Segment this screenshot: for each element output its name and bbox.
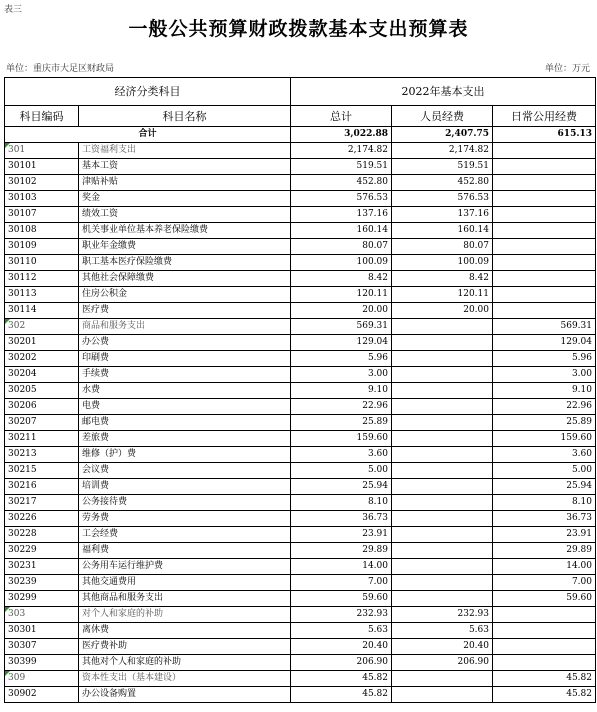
row-name: 其他交通费用	[79, 575, 291, 591]
table-row	[5, 511, 596, 527]
row-personnel	[392, 575, 493, 591]
total-row	[5, 127, 596, 143]
category-row	[5, 143, 596, 159]
row-personnel	[392, 319, 493, 335]
row-name: 培训费	[79, 479, 291, 495]
row-total: 519.51	[291, 159, 392, 175]
row-code: 30299	[5, 591, 79, 607]
row-total: 23.91	[291, 527, 392, 543]
row-name: 职业年金缴费	[79, 239, 291, 255]
row-public	[493, 255, 596, 271]
row-code: 30113	[5, 287, 79, 303]
row-code: 30109	[5, 239, 79, 255]
column-header-public: 日常公用经费	[493, 106, 596, 127]
row-personnel: 137.16	[392, 207, 493, 223]
row-personnel: 576.53	[392, 191, 493, 207]
row-public: 14.00	[493, 559, 596, 575]
row-public: 29.89	[493, 543, 596, 559]
row-name: 会议费	[79, 463, 291, 479]
row-code-text: 301	[8, 145, 26, 155]
row-name: 住房公积金	[79, 287, 291, 303]
table-row	[5, 415, 596, 431]
row-code: 30101	[5, 159, 79, 175]
row-name: 离休费	[79, 623, 291, 639]
row-personnel	[392, 687, 493, 703]
row-name: 资本性支出（基本建设）	[79, 671, 291, 687]
sheet-label: 表三	[4, 5, 23, 15]
cell-marker-icon	[5, 319, 10, 324]
row-code: 30211	[5, 431, 79, 447]
row-name: 奖金	[79, 191, 291, 207]
row-code: 30217	[5, 495, 79, 511]
row-total: 25.94	[291, 479, 392, 495]
row-name: 绩效工资	[79, 207, 291, 223]
row-total: 59.60	[291, 591, 392, 607]
row-personnel: 232.93	[392, 607, 493, 623]
row-name: 职工基本医疗保险缴费	[79, 255, 291, 271]
row-public	[493, 207, 596, 223]
row-name: 津贴补贴	[79, 175, 291, 191]
table-row	[5, 687, 596, 703]
row-public: 59.60	[493, 591, 596, 607]
row-total: 137.16	[291, 207, 392, 223]
row-public	[493, 271, 596, 287]
row-personnel	[392, 479, 493, 495]
row-name: 医疗费	[79, 303, 291, 319]
row-personnel	[392, 447, 493, 463]
row-personnel: 206.90	[392, 655, 493, 671]
table-row	[5, 351, 596, 367]
table-row	[5, 399, 596, 415]
row-code: 30202	[5, 351, 79, 367]
row-total: 45.82	[291, 687, 392, 703]
row-name: 印刷费	[79, 351, 291, 367]
row-code: 30231	[5, 559, 79, 575]
cell-marker-icon	[5, 143, 10, 148]
table-row	[5, 287, 596, 303]
row-code: 30213	[5, 447, 79, 463]
currency-unit-label: 单位：万元	[544, 64, 590, 74]
row-total: 80.07	[291, 239, 392, 255]
row-public	[493, 607, 596, 623]
row-personnel	[392, 671, 493, 687]
row-personnel	[392, 415, 493, 431]
row-total: 8.42	[291, 271, 392, 287]
row-code: 30239	[5, 575, 79, 591]
row-total: 569.31	[291, 319, 392, 335]
row-public	[493, 223, 596, 239]
row-total: 100.09	[291, 255, 392, 271]
row-total: 22.96	[291, 399, 392, 415]
row-code	[5, 319, 79, 335]
row-personnel	[392, 543, 493, 559]
row-personnel	[392, 431, 493, 447]
row-personnel	[392, 511, 493, 527]
total-public: 615.13	[493, 127, 596, 143]
category-row	[5, 671, 596, 687]
table-row	[5, 639, 596, 655]
row-public: 5.00	[493, 463, 596, 479]
unit-label: 单位：重庆市大足区财政局	[6, 64, 115, 74]
row-name: 维修（护）费	[79, 447, 291, 463]
cell-marker-icon	[5, 607, 10, 612]
row-total: 2,174.82	[291, 143, 392, 159]
row-public: 7.00	[493, 575, 596, 591]
row-personnel: 100.09	[392, 255, 493, 271]
row-total: 160.14	[291, 223, 392, 239]
row-public: 22.96	[493, 399, 596, 415]
row-name: 邮电费	[79, 415, 291, 431]
row-name: 办公设备购置	[79, 687, 291, 703]
table-row	[5, 591, 596, 607]
row-code-text: 303	[8, 609, 26, 619]
row-personnel	[392, 335, 493, 351]
row-code: 30110	[5, 255, 79, 271]
row-public	[493, 191, 596, 207]
row-personnel: 120.11	[392, 287, 493, 303]
row-public	[493, 143, 596, 159]
row-total: 3.60	[291, 447, 392, 463]
row-public: 23.91	[493, 527, 596, 543]
row-public	[493, 623, 596, 639]
row-name: 其他商品和服务支出	[79, 591, 291, 607]
row-total: 20.40	[291, 639, 392, 655]
table-row	[5, 175, 596, 191]
cell-marker-icon	[5, 671, 10, 676]
row-total: 5.63	[291, 623, 392, 639]
row-personnel: 8.42	[392, 271, 493, 287]
table-row	[5, 383, 596, 399]
row-code: 30206	[5, 399, 79, 415]
row-personnel	[392, 399, 493, 415]
table-row	[5, 159, 596, 175]
row-code: 30103	[5, 191, 79, 207]
row-name: 商品和服务支出	[79, 319, 291, 335]
row-public: 129.04	[493, 335, 596, 351]
row-public	[493, 175, 596, 191]
column-header-personnel: 人员经费	[392, 106, 493, 127]
row-name: 水费	[79, 383, 291, 399]
row-personnel: 20.00	[392, 303, 493, 319]
row-total: 8.10	[291, 495, 392, 511]
row-personnel: 519.51	[392, 159, 493, 175]
row-public: 36.73	[493, 511, 596, 527]
row-code: 30301	[5, 623, 79, 639]
header-row-group	[5, 78, 596, 106]
row-personnel	[392, 527, 493, 543]
row-name: 机关事业单位基本养老保险缴费	[79, 223, 291, 239]
row-personnel	[392, 351, 493, 367]
row-total: 7.00	[291, 575, 392, 591]
row-public	[493, 239, 596, 255]
row-total: 232.93	[291, 607, 392, 623]
row-public: 9.10	[493, 383, 596, 399]
table-row	[5, 303, 596, 319]
row-code: 30229	[5, 543, 79, 559]
table-row	[5, 543, 596, 559]
table-row	[5, 223, 596, 239]
row-personnel: 2,174.82	[392, 143, 493, 159]
table-row	[5, 447, 596, 463]
table-row	[5, 207, 596, 223]
row-total: 14.00	[291, 559, 392, 575]
table-row	[5, 479, 596, 495]
row-personnel: 452.80	[392, 175, 493, 191]
table-row	[5, 271, 596, 287]
total-personnel: 2,407.75	[392, 127, 493, 143]
row-code: 30215	[5, 463, 79, 479]
row-public	[493, 639, 596, 655]
row-total: 5.96	[291, 351, 392, 367]
row-public	[493, 287, 596, 303]
row-total: 36.73	[291, 511, 392, 527]
row-personnel	[392, 495, 493, 511]
category-row	[5, 607, 596, 623]
row-public	[493, 655, 596, 671]
row-code: 30228	[5, 527, 79, 543]
row-code: 30114	[5, 303, 79, 319]
row-personnel	[392, 367, 493, 383]
row-name: 福利费	[79, 543, 291, 559]
row-code: 30216	[5, 479, 79, 495]
table-row	[5, 255, 596, 271]
economic-category-header: 经济分类科目	[5, 78, 291, 106]
row-public: 45.82	[493, 687, 596, 703]
row-public: 3.00	[493, 367, 596, 383]
table-row	[5, 191, 596, 207]
row-personnel	[392, 559, 493, 575]
row-total: 45.82	[291, 671, 392, 687]
row-total: 120.11	[291, 287, 392, 303]
table-row	[5, 527, 596, 543]
column-header-name: 科目名称	[79, 106, 291, 127]
row-personnel: 5.63	[392, 623, 493, 639]
row-code	[5, 671, 79, 687]
row-name: 对个人和家庭的补助	[79, 607, 291, 623]
table-row	[5, 367, 596, 383]
row-public: 8.10	[493, 495, 596, 511]
row-total: 129.04	[291, 335, 392, 351]
row-code: 30108	[5, 223, 79, 239]
table-row	[5, 463, 596, 479]
table-row	[5, 335, 596, 351]
row-code: 30226	[5, 511, 79, 527]
row-personnel: 20.40	[392, 639, 493, 655]
total-amount: 3,022.88	[291, 127, 392, 143]
row-total: 3.00	[291, 367, 392, 383]
row-code	[5, 143, 79, 159]
row-name: 工资福利支出	[79, 143, 291, 159]
total-label: 合计	[5, 127, 291, 143]
row-total: 5.00	[291, 463, 392, 479]
row-code: 30107	[5, 207, 79, 223]
row-name: 基本工资	[79, 159, 291, 175]
row-code: 30399	[5, 655, 79, 671]
row-public: 25.94	[493, 479, 596, 495]
row-code: 30201	[5, 335, 79, 351]
row-code-text: 302	[8, 321, 26, 331]
row-public: 3.60	[493, 447, 596, 463]
row-total: 576.53	[291, 191, 392, 207]
row-name: 医疗费补助	[79, 639, 291, 655]
row-name: 手续费	[79, 367, 291, 383]
table-row	[5, 239, 596, 255]
row-public: 5.96	[493, 351, 596, 367]
row-personnel	[392, 383, 493, 399]
row-total: 20.00	[291, 303, 392, 319]
row-code	[5, 607, 79, 623]
table-row	[5, 655, 596, 671]
row-public: 45.82	[493, 671, 596, 687]
row-personnel	[392, 463, 493, 479]
row-personnel	[392, 591, 493, 607]
row-name: 差旅费	[79, 431, 291, 447]
row-personnel: 80.07	[392, 239, 493, 255]
row-code: 30204	[5, 367, 79, 383]
row-code-text: 309	[8, 673, 26, 683]
budget-table	[4, 77, 596, 703]
row-name: 其他社会保障缴费	[79, 271, 291, 287]
page-title: 一般公共预算财政拨款基本支出预算表	[128, 18, 469, 40]
row-public: 159.60	[493, 431, 596, 447]
table-row	[5, 575, 596, 591]
column-header-total: 总计	[291, 106, 392, 127]
row-total: 452.80	[291, 175, 392, 191]
table-row	[5, 559, 596, 575]
basic-expenditure-header: 2022年基本支出	[291, 78, 596, 106]
category-row	[5, 319, 596, 335]
row-public: 569.31	[493, 319, 596, 335]
row-name: 工会经费	[79, 527, 291, 543]
table-row	[5, 495, 596, 511]
table-row	[5, 623, 596, 639]
row-name: 公务用车运行维护费	[79, 559, 291, 575]
header-row-columns	[5, 106, 596, 127]
row-code: 30207	[5, 415, 79, 431]
row-personnel: 160.14	[392, 223, 493, 239]
row-code: 30102	[5, 175, 79, 191]
row-public: 25.89	[493, 415, 596, 431]
row-total: 159.60	[291, 431, 392, 447]
row-name: 其他对个人和家庭的补助	[79, 655, 291, 671]
row-public	[493, 303, 596, 319]
row-total: 29.89	[291, 543, 392, 559]
row-name: 劳务费	[79, 511, 291, 527]
table-row	[5, 431, 596, 447]
row-code: 30307	[5, 639, 79, 655]
row-name: 办公费	[79, 335, 291, 351]
row-name: 电费	[79, 399, 291, 415]
row-total: 9.10	[291, 383, 392, 399]
row-code: 30902	[5, 687, 79, 703]
row-code: 30112	[5, 271, 79, 287]
row-public	[493, 159, 596, 175]
row-total: 206.90	[291, 655, 392, 671]
row-total: 25.89	[291, 415, 392, 431]
row-name: 公务接待费	[79, 495, 291, 511]
column-header-code: 科目编码	[5, 106, 79, 127]
row-code: 30205	[5, 383, 79, 399]
